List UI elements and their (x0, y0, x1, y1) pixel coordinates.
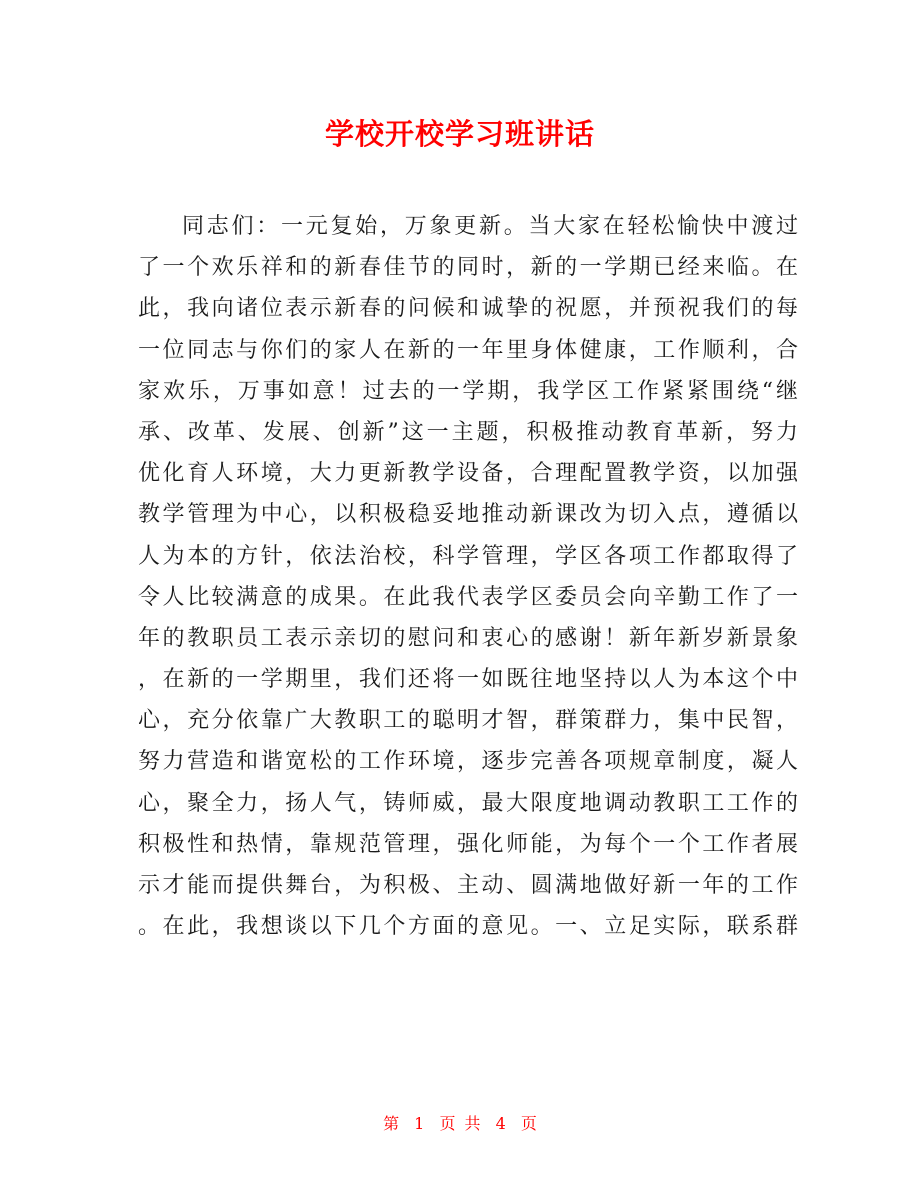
body-line: 家欢乐，万事如意！过去的一学期，我学区工作紧紧围绕“继 (138, 378, 798, 404)
footer-page-number: 1 (414, 1114, 425, 1133)
footer-mid: 页 共 (439, 1114, 481, 1133)
body-line: 承、改革、发展、创新”这一主题，积极推动教育革新，努力 (138, 419, 798, 445)
body-line: 同志们：一元复始，万象更新。当大家在轻松愉快中渡过 (182, 214, 798, 239)
document-body (138, 206, 798, 947)
body-line: 优化育人环境，大力更新教学设备，合理配置教学资，以加强 (138, 461, 798, 487)
body-line: 积极性和热情，靠规范管理，强化师能，为每个一个工作者展 (138, 831, 798, 857)
body-line: 示才能而提供舞台，为积极、主动、圆满地做好新一年的工作 (138, 873, 798, 898)
body-line: ，在新的一学期里，我们还将一如既往地坚持以人为本这个中 (138, 667, 798, 693)
body-line: 教学管理为中心，以积极稳妥地推动新课改为切入点，遵循以 (138, 502, 798, 528)
body-line: 令人比较满意的成果。在此我代表学区委员会向辛勤工作了一 (138, 584, 798, 610)
body-line: 心，充分依靠广大教职工的聪明才智，群策群力，集中民智， (138, 708, 798, 734)
body-line: 人为本的方针，依法治校，科学管理，学区各项工作都取得了 (138, 543, 798, 569)
body-line: 了一个欢乐祥和的新春佳节的同时，新的一学期已经来临。在 (138, 255, 798, 281)
footer-suffix: 页 (520, 1114, 537, 1133)
body-line: 努力营造和谐宽松的工作环境，逐步完善各项规章制度，凝人 (138, 749, 798, 775)
body-line: 一位同志与你们的家人在新的一年里身体健康，工作顺利，合 (138, 337, 798, 363)
page-footer (0, 1112, 920, 1136)
body-line: 心，聚全力，扬人气，铸师威，最大限度地调动教职工工作的 (138, 790, 798, 816)
footer-prefix: 第 (383, 1114, 400, 1133)
footer-total-pages: 4 (495, 1114, 506, 1133)
body-line: 年的教职员工表示亲切的慰问和衷心的感谢！新年新岁新景象 (138, 625, 798, 651)
document-title: 学校开校学习班讲话 (324, 117, 595, 151)
body-line: 。在此，我想谈以下几个方面的意见。一、立足实际，联系群 (138, 914, 798, 940)
body-line: 此，我向诸位表示新春的问候和诚挚的祝愿，并预祝我们的每 (138, 296, 798, 322)
